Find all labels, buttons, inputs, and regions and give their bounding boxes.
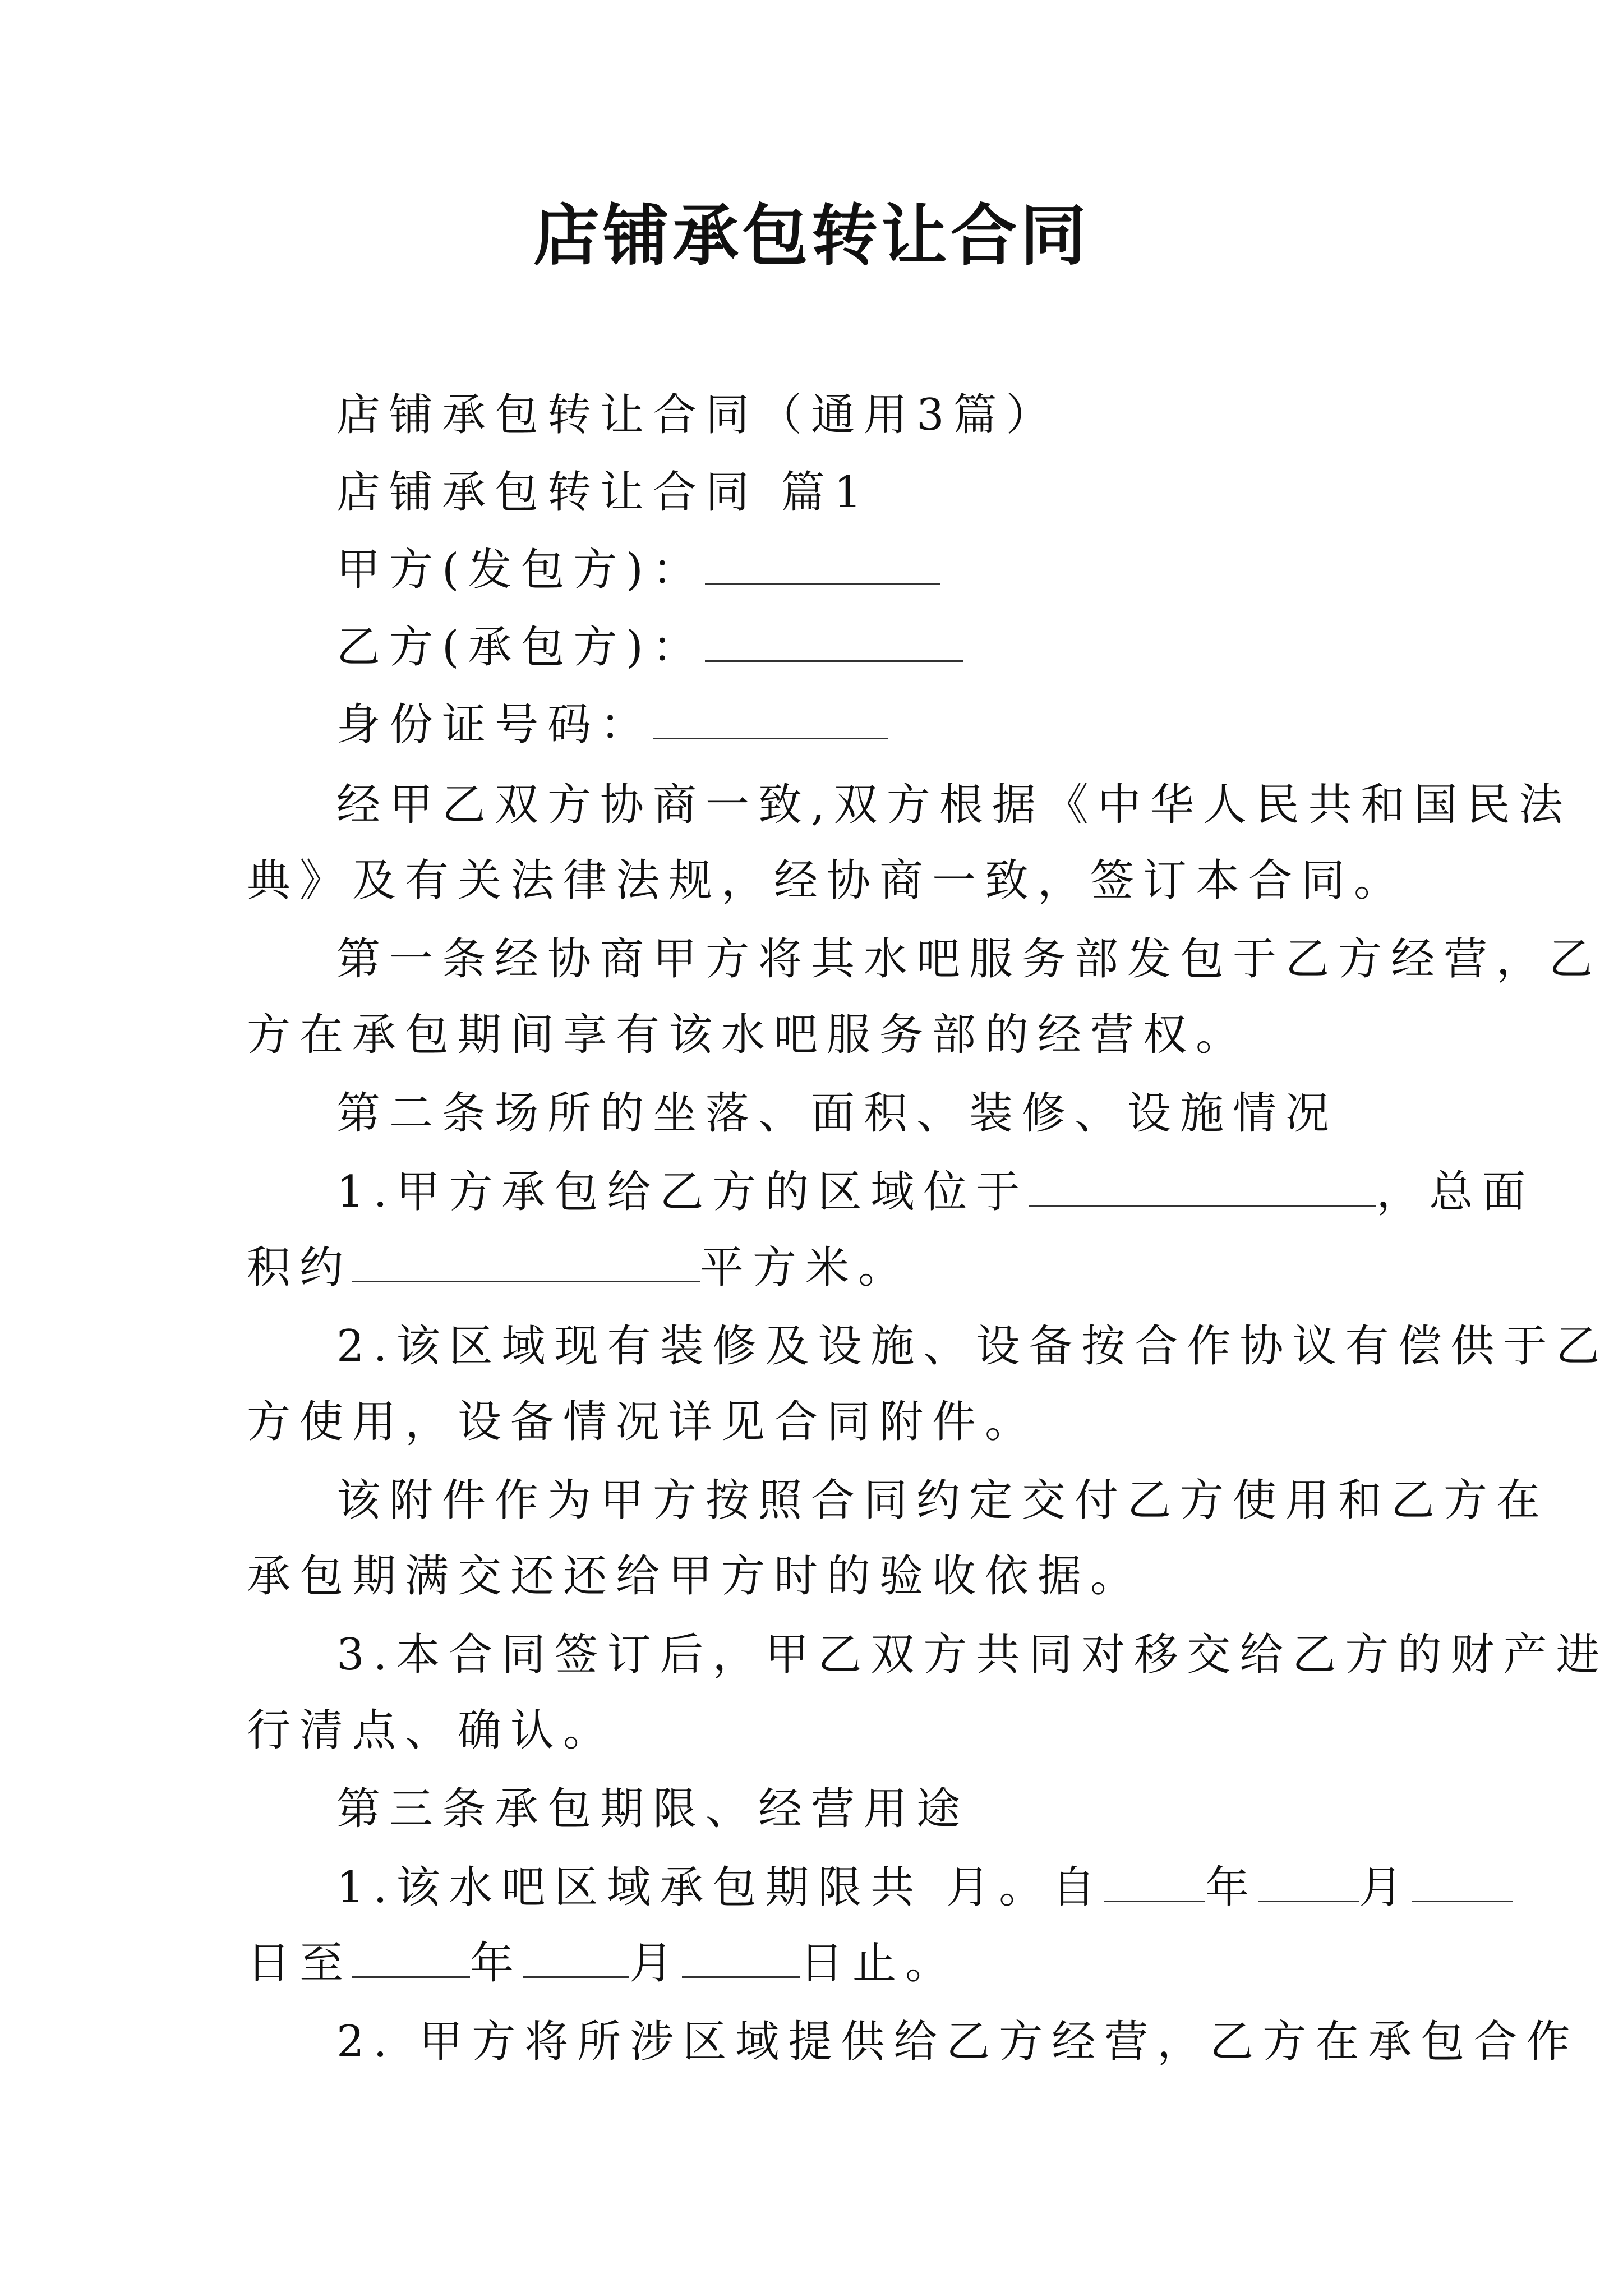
article-3-p1-line-2 (247, 1935, 958, 1991)
area-unit: 平方米。 (700, 1243, 911, 1293)
id-label: 身份证号码： (336, 700, 653, 750)
total-area-label: ，总面 (1376, 1167, 1535, 1217)
party-a-label: 甲方(发包方)： (336, 545, 705, 595)
start-day-blank (1412, 1861, 1513, 1902)
article-3-p2-line-1: 2. 甲方将所涉区域提供给乙方经营，乙方在承包合作 (336, 2017, 1579, 2067)
article-2-p3-line-1: 该附件作为甲方按照合同约定交付乙方使用和乙方在 (336, 1475, 1550, 1526)
area-label: 积约 (247, 1243, 353, 1293)
article-3-heading: 第三条承包期限、经营用途 (336, 1784, 970, 1834)
start-month-blank (1258, 1861, 1359, 1902)
document-title: 店铺承包转让合同 (533, 196, 1090, 274)
article-2-p4-line-2: 行清点、确认。 (247, 1705, 616, 1756)
party-b-blank (705, 621, 963, 662)
article-2-p3-line-2: 承包期满交还还给甲方时的验收依据。 (247, 1551, 1144, 1602)
section-heading: 店铺承包转让合同 篇1 (336, 467, 871, 518)
article-2-heading: 第二条场所的坐落、面积、装修、设施情况 (336, 1088, 1339, 1139)
article-1-line-2: 方在承包期间享有该水吧服务部的经营权。 (247, 1010, 1249, 1060)
day-to-label: 日至 (247, 1938, 353, 1989)
end-day-blank (682, 1937, 800, 1978)
term-label: 1.该水吧区域承包期限共 月。自 (336, 1862, 1105, 1913)
year-label: 年 (1205, 1862, 1258, 1913)
location-label: 1.甲方承包给乙方的区域位于 (336, 1167, 1029, 1217)
intro-line-1: 经甲乙双方协商一致,双方根据《中华人民共和国民法 (336, 780, 1572, 830)
end-month-blank (523, 1937, 629, 1978)
end-month-label: 月 (629, 1938, 683, 1989)
article-2-p1-line-1 (336, 1164, 1534, 1220)
party-b-row (336, 619, 963, 675)
end-label: 日止。 (800, 1938, 958, 1989)
month-label: 月 (1359, 1862, 1412, 1913)
article-2-p2-line-1: 2.该区域现有装修及设施、设备按合作协议有偿供于乙 (336, 1321, 1609, 1372)
party-a-blank (705, 544, 940, 585)
start-year-blank (1104, 1861, 1205, 1902)
id-blank (653, 698, 888, 739)
article-2-p1-line-2 (247, 1240, 911, 1296)
article-2-p4-line-1: 3.本合同签订后，甲乙双方共同对移交给乙方的财产进 (336, 1630, 1609, 1680)
intro-line-2: 典》及有关法律法规，经协商一致，签订本合同。 (247, 855, 1407, 906)
document-subtitle: 店铺承包转让合同（通用3篇） (336, 390, 1059, 440)
id-row (336, 697, 888, 753)
end-year-blank (352, 1937, 470, 1978)
location-blank (1029, 1166, 1376, 1207)
article-1-line-1: 第一条经协商甲方将其水吧服务部发包于乙方经营，乙 (336, 934, 1602, 984)
party-b-label: 乙方(承包方)： (336, 622, 705, 673)
area-blank (352, 1241, 700, 1282)
article-3-p1-line-1 (336, 1860, 1513, 1916)
end-year-label: 年 (470, 1938, 523, 1989)
article-2-p2-line-2: 方使用，设备情况详见合同附件。 (247, 1397, 1038, 1447)
party-a-row (336, 542, 940, 598)
